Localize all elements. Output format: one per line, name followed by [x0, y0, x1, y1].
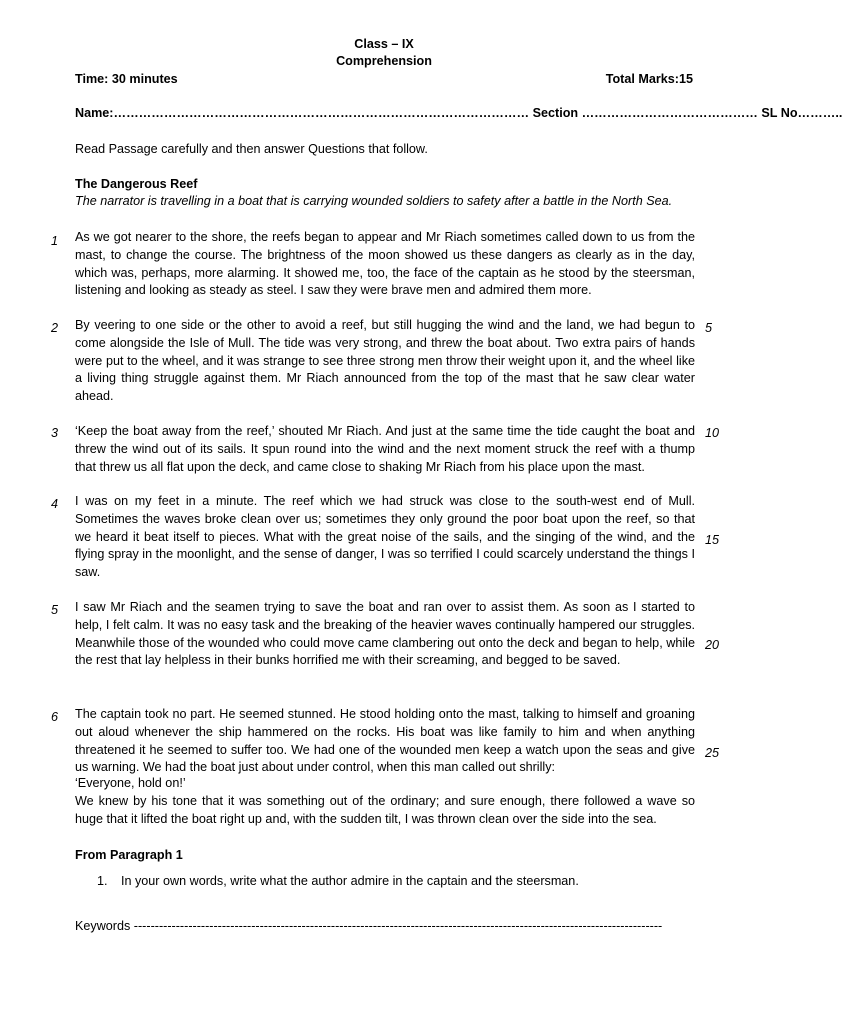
paragraph-2: By veering to one side or the other to avoid a reef, but still hugging the wind and the land, we had begun to come alongside the Isle of Mull. The tide was very strong, and threw the boat about. Two extra pairs of hands were put to the wheel, and it was strange to see three strong men throw their weight upon it, and the wheel like a living thing struggle against them. Mr Riach announced from the top of the mast that he saw clear water ahead.	[75, 318, 695, 404]
question-1-text: In your own words, write what the author admire in the captain and the steersman.	[121, 874, 579, 888]
question-section-title: From Paragraph 1	[75, 848, 183, 862]
paragraph-5: I saw Mr Riach and the seamen trying to save the boat and ran over to assist them. As soon as I started to help, I felt calm. It was no easy task and the breaking of the heavier waves continually hampered our struggles. Meanwhile those of the wounded who could move came clambering out onto the deck and began to help, while the rest that lay helpless in their bunks horrified me with their screaming, and begged to be saved.	[75, 600, 695, 668]
line-number: 10	[705, 426, 720, 440]
passage-intro: The narrator is travelling in a boat that is carrying wounded soldiers to safety after a battle in the North Sea.	[75, 194, 673, 208]
passage-title: The Dangerous Reef	[75, 177, 198, 191]
quote-line: ‘Everyone, hold on!’	[75, 776, 186, 790]
name-field-line: Name:……………………………………………………………………………………… Section …………………………………… SL No………..	[75, 106, 842, 120]
paragraph-1: As we got nearer to the shore, the reefs began to appear and Mr Riach sometimes called down to us from the mast, to change the course. The brightness of the moon showed us these dangers as clearly as in the day, which was, perhaps, more alarming. It showed me, too, the face of the captain as he stood by the steersman, listening and looking as steady as steel. I saw they were brave men and admired them more.	[75, 230, 695, 298]
paragraph-6: The captain took no part. He seemed stunned. He stood holding onto the mast, talking to himself and groaning out aloud whenever the ship hammered on the rocks. His boat was like family to him and when anything threatened it he seemed to suffer too. We had one of the wounded men keep a watch upon the seas and give us warning. We had the boat just about under control, when this man called out shrilly:	[75, 707, 695, 775]
name-section-line	[75, 106, 842, 120]
total-marks: Total Marks:15	[605, 72, 693, 86]
paragraph-number: 5	[51, 603, 59, 617]
line-number: 25	[705, 746, 720, 760]
question-number: 1.	[97, 874, 108, 888]
paragraph-4: I was on my feet in a minute. The reef which we had struck was close to the south-west end of Mull. Sometimes the waves broke clean over us; sometimes they only ground the poor boat upon the reef, so that we heard it beat itself to pieces. What with the great noise of the sails, and the singing of the wind, and the flying spray in the moonlight, and the sense of danger, I was so terrified I could scarcely understand the things I saw.	[75, 494, 695, 580]
paragraph-number: 6	[51, 710, 59, 724]
paragraph-number: 1	[51, 234, 59, 248]
line-number: 20	[705, 638, 720, 652]
time-label: Time: 30 minutes	[75, 72, 178, 86]
instructions: Read Passage carefully and then answer Questions that follow.	[75, 142, 428, 156]
paragraph-3: ‘Keep the boat away from the reef,’ shouted Mr Riach. And just at the same time the tide caught the boat and threw the wind out of its sails. It spun round into the wind and the next moment struck the reef with a thump that threw us all flat upon the deck, and came close to shaking Mr Riach from his place upon the mast.	[75, 424, 695, 474]
line-number: 15	[705, 533, 720, 547]
closing-paragraph: We knew by his tone that it was something out of the ordinary; and sure enough, there followed a wave so huge that it lifted the boat right up and, with the sudden tilt, I was thrown clean over the side into the sea.	[75, 794, 695, 826]
paragraph-number: 4	[51, 497, 59, 511]
paragraph-number: 2	[51, 321, 59, 335]
class-label: Class – IX	[354, 37, 414, 51]
keywords-line	[75, 919, 693, 933]
subject-title: Comprehension	[336, 54, 432, 68]
line-number: 5	[705, 321, 713, 335]
paragraph-number: 3	[51, 426, 59, 440]
keywords-label: Keywords ------------------------------------------------------------------------------------------------------------------------------	[75, 919, 663, 933]
